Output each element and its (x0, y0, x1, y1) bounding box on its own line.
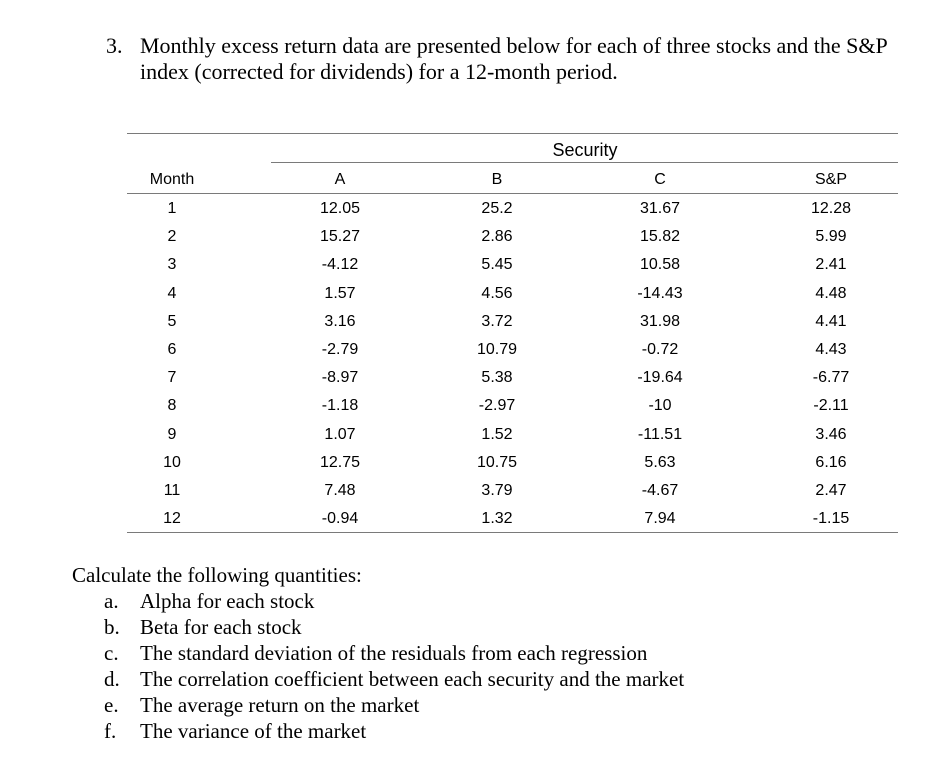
cell-b: 10.75 (476, 454, 518, 471)
cell-b: 4.56 (481, 285, 513, 302)
cell-c: 31.67 (639, 200, 681, 217)
question-text: The standard deviation of the residuals from each regression (140, 641, 648, 665)
question-letter: b. (104, 615, 120, 639)
column-header-a: A (334, 171, 346, 188)
cell-c: -0.72 (641, 341, 679, 358)
cell-c: -11.51 (637, 426, 683, 443)
question-text: The correlation coefficient between each security and the market (140, 667, 685, 691)
cell-month: 8 (167, 397, 177, 414)
table-bottom-rule (127, 532, 898, 533)
security-header-rule (271, 162, 898, 163)
cell-a: -2.79 (321, 341, 359, 358)
cell-c: -4.67 (641, 482, 679, 499)
cell-sp: 5.99 (815, 228, 847, 245)
cell-month: 2 (167, 228, 177, 245)
column-header-c: C (654, 171, 666, 188)
cell-sp: 6.16 (815, 454, 847, 471)
cell-sp: 12.28 (810, 200, 852, 217)
cell-sp: 3.46 (815, 426, 847, 443)
cell-b: 3.72 (481, 313, 513, 330)
cell-month: 12 (163, 510, 181, 527)
cell-b: 1.52 (481, 426, 513, 443)
cell-c: 10.58 (639, 256, 681, 273)
cell-sp: 4.41 (815, 313, 847, 330)
cell-month: 5 (167, 313, 177, 330)
table-top-rule (127, 133, 898, 134)
cell-month: 9 (167, 426, 177, 443)
problem-text: Monthly excess return data are presented below for each of three stocks and the S&P index (corrected for dividends) for a 12-month period. (140, 33, 887, 84)
cell-b: 10.79 (476, 341, 518, 358)
cell-sp: 4.43 (815, 341, 847, 358)
cell-a: 1.07 (324, 426, 356, 443)
cell-c: 7.94 (644, 510, 676, 527)
cell-month: 10 (163, 454, 181, 471)
column-header-b: B (491, 171, 503, 188)
cell-a: 7.48 (324, 482, 356, 499)
cell-a: -0.94 (321, 510, 359, 527)
cell-a: 12.05 (319, 200, 361, 217)
question-letter: f. (104, 719, 117, 743)
cell-a: 15.27 (319, 228, 361, 245)
cell-a: -1.18 (321, 397, 359, 414)
questions-intro: Calculate the following quantities: (72, 563, 362, 587)
cell-b: 25.2 (481, 200, 513, 217)
cell-c: -19.64 (637, 369, 683, 386)
table-header-rule (127, 193, 898, 194)
question-letter: a. (104, 589, 119, 613)
cell-sp: -2.11 (813, 397, 849, 414)
cell-a: -4.12 (321, 256, 359, 273)
cell-a: 12.75 (319, 454, 361, 471)
cell-sp: 4.48 (815, 285, 847, 302)
cell-sp: -1.15 (812, 510, 850, 527)
question-text: The average return on the market (140, 693, 420, 717)
cell-c: -10 (648, 397, 672, 414)
cell-c: -14.43 (637, 285, 683, 302)
question-letter: c. (104, 641, 119, 665)
cell-b: 5.45 (481, 256, 513, 273)
problem-number: 3. (106, 33, 123, 58)
question-letter: e. (104, 693, 119, 717)
cell-a: 1.57 (324, 285, 356, 302)
question-letter: d. (104, 667, 120, 691)
column-header-month: Month (149, 171, 195, 188)
cell-c: 5.63 (644, 454, 676, 471)
cell-month: 4 (167, 285, 177, 302)
cell-month: 11 (163, 482, 181, 499)
cell-month: 6 (167, 341, 177, 358)
cell-b: 2.86 (481, 228, 513, 245)
security-group-header: Security (552, 140, 618, 160)
cell-sp: 2.41 (815, 256, 847, 273)
cell-b: 3.79 (481, 482, 513, 499)
question-text: Beta for each stock (140, 615, 302, 639)
cell-c: 31.98 (639, 313, 681, 330)
cell-month: 7 (167, 369, 177, 386)
cell-c: 15.82 (639, 228, 681, 245)
cell-month: 3 (167, 256, 177, 273)
cell-b: 1.32 (481, 510, 513, 527)
question-text: Alpha for each stock (140, 589, 315, 613)
cell-a: -8.97 (321, 369, 359, 386)
column-header-sp: S&P (814, 171, 847, 188)
cell-b: 5.38 (481, 369, 513, 386)
cell-month: 1 (167, 200, 177, 217)
cell-a: 3.16 (324, 313, 356, 330)
question-text: The variance of the market (140, 719, 367, 743)
cell-sp: 2.47 (815, 482, 847, 499)
cell-b: -2.97 (478, 397, 516, 414)
cell-sp: -6.77 (812, 369, 850, 386)
